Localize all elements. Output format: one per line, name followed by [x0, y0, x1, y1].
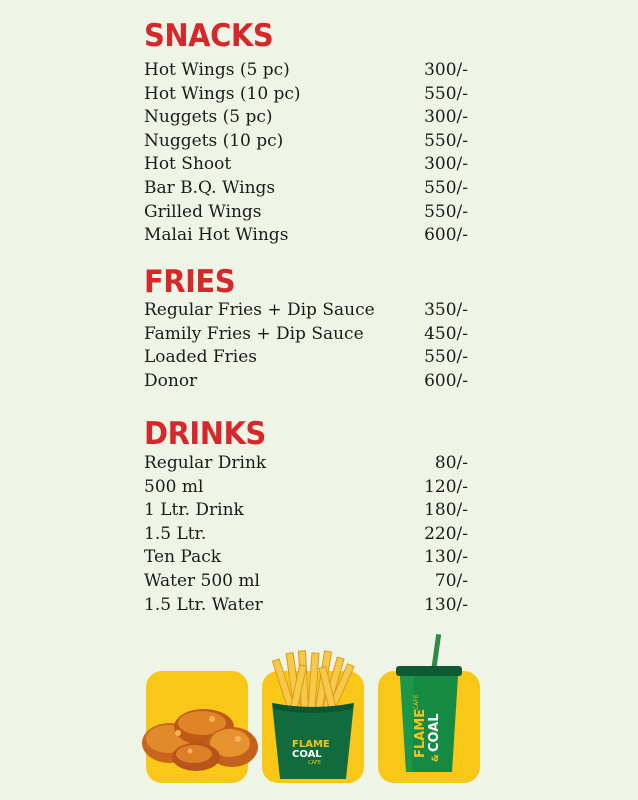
item-price: 350/-: [424, 300, 468, 320]
cup-brand-line1: FLAME: [413, 708, 428, 758]
cup-brand-amp: &: [431, 754, 441, 762]
item-price: 550/-: [424, 130, 468, 151]
item-price: 300/-: [424, 107, 468, 128]
menu-item: [144, 452, 468, 476]
drink-cup-icon: [378, 626, 480, 766]
item-price: 300/-: [424, 60, 468, 80]
item-price: 550/-: [424, 201, 468, 222]
item-list-drinks: [144, 452, 468, 617]
cup-brand-line2: COAL: [427, 713, 442, 752]
menu-item: [144, 153, 468, 177]
item-name: Loaded Fries: [144, 347, 258, 368]
item-name: Hot Wings (10 pc): [144, 83, 301, 104]
menu-item: [144, 59, 468, 83]
menu-item: [144, 201, 468, 225]
fries-box-brand-line2: COAL: [292, 749, 322, 760]
item-name: Water 500 ml: [144, 570, 260, 591]
item-price: 130/-: [424, 547, 468, 568]
item-name: Nuggets (10 pc): [144, 130, 284, 151]
section-title-drinks: DRINKS: [144, 414, 266, 452]
item-name: 500 ml: [144, 476, 204, 497]
item-list-snacks: [144, 59, 468, 248]
fries-box-brand-sub: CAFE: [308, 760, 321, 766]
item-price: 600/-: [424, 225, 468, 246]
item-price: 550/-: [424, 177, 468, 198]
menu-item: [144, 546, 468, 570]
chicken-wings-image: [146, 671, 248, 783]
item-name: Grilled Wings: [144, 201, 262, 222]
menu-item: [144, 346, 468, 370]
item-name: Hot Shoot: [144, 154, 232, 175]
fries-box-brand-line1: FLAME: [292, 739, 330, 750]
menu-item: [144, 130, 468, 154]
item-price: 550/-: [424, 347, 468, 368]
item-name: Hot Wings (5 pc): [144, 60, 290, 80]
item-price: 550/-: [424, 83, 468, 104]
item-name: Nuggets (5 pc): [144, 107, 273, 128]
menu-item: [144, 476, 468, 500]
item-name: 1.5 Ltr.: [144, 523, 207, 544]
item-name: Family Fries + Dip Sauce: [144, 323, 364, 344]
menu-item: [144, 224, 468, 248]
item-name: Regular Fries + Dip Sauce: [144, 300, 375, 320]
item-price: 120/-: [424, 476, 468, 497]
drink-cup-image: [378, 671, 480, 783]
item-price: 70/-: [434, 570, 468, 591]
item-name: Bar B.Q. Wings: [144, 177, 276, 198]
menu-item: [144, 299, 468, 323]
item-name: Ten Pack: [144, 547, 222, 568]
item-price: 130/-: [424, 594, 468, 615]
item-price: 180/-: [424, 500, 468, 521]
item-name: Donor: [144, 370, 198, 391]
menu-item: [144, 594, 468, 618]
item-price: 450/-: [424, 323, 468, 344]
menu-item: [144, 523, 468, 547]
menu-item: [144, 323, 468, 347]
fries-image: [262, 671, 364, 783]
menu-item: [144, 177, 468, 201]
item-name: Regular Drink: [144, 453, 267, 473]
cup-brand-sub: CAFE: [413, 694, 420, 710]
menu-item: [144, 83, 468, 107]
item-name: Malai Hot Wings: [144, 225, 289, 246]
item-price: 80/-: [434, 453, 468, 473]
fries-icon: [262, 651, 364, 766]
menu-item: [144, 570, 468, 594]
section-title-snacks: SNACKS: [144, 16, 274, 54]
item-price: 300/-: [424, 154, 468, 175]
menu-item: [144, 499, 468, 523]
item-name: 1 Ltr. Drink: [144, 500, 244, 521]
item-price: 600/-: [424, 370, 468, 391]
item-list-fries: [144, 299, 468, 393]
menu-item: [144, 370, 468, 394]
chicken-wings-icon: [134, 691, 264, 781]
section-title-fries: FRIES: [144, 262, 236, 300]
item-name: 1.5 Ltr. Water: [144, 594, 263, 615]
menu-item: [144, 106, 468, 130]
item-price: 220/-: [424, 523, 468, 544]
